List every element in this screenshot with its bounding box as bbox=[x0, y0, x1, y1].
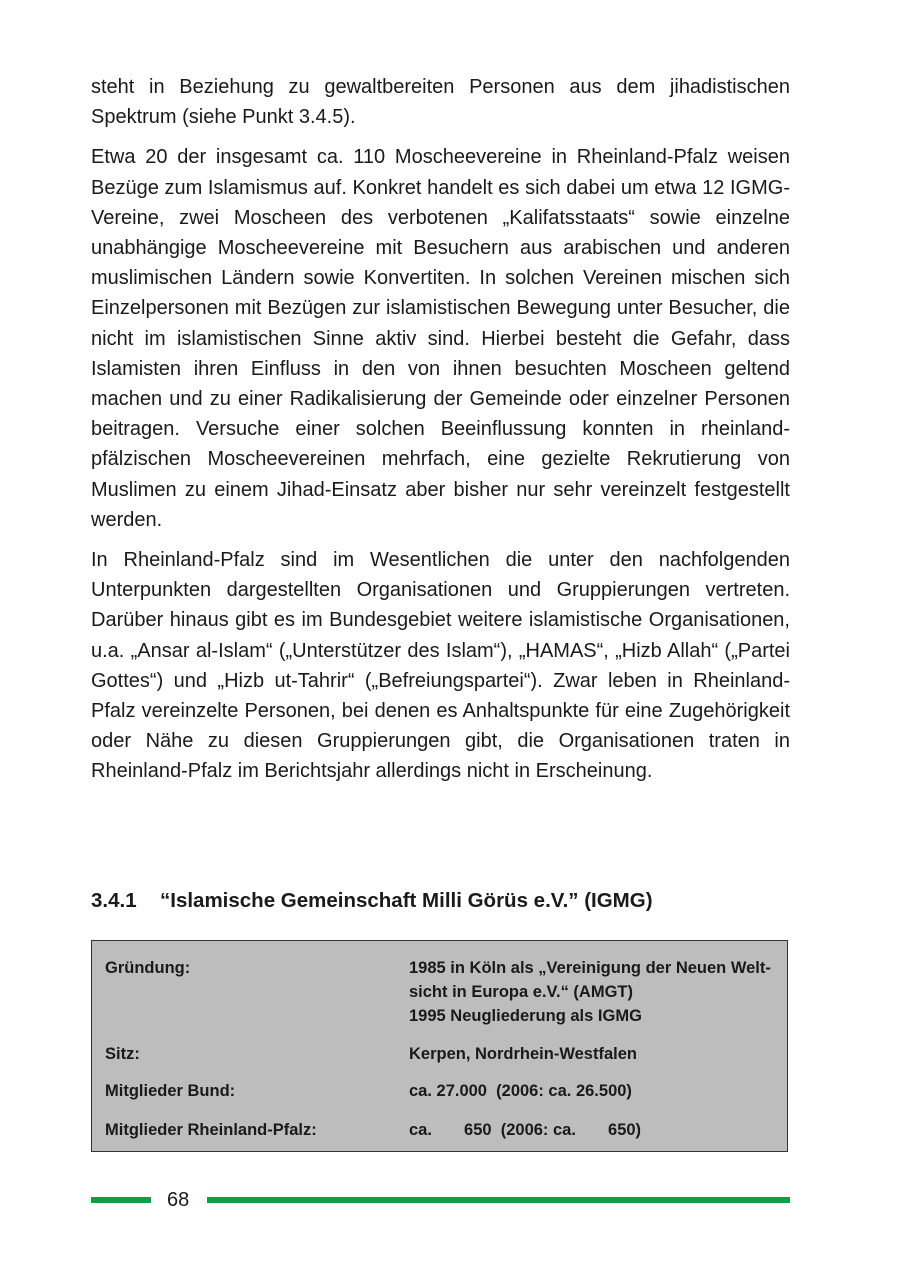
info-value-line: 1995 Neugliederung als IGMG bbox=[409, 1007, 642, 1025]
info-value: ca. 650 (2006: ca. 650) bbox=[409, 1121, 642, 1139]
paragraph-2: Etwa 20 der insgesamt ca. 110 Moscheevereine in Rheinland-Pfalz weisen Bezüge zum Islamismus auf. Konkret handelt es sich dabei um etwa 12 IGMG-Vereine, zwei Moscheen des verbotenen „Kalifatsstaats“ sowie einzelne unabhängige Moscheevereine mit Besuchern aus arabischen und anderen muslimischen Ländern sowie Konvertiten. In solchen Vereinen mischen sich Einzelpersonen mit Bezügen zur islamistischen Bewegung unter Besucher, die nicht im islamistischen Sinne aktiv sind. Hierbei besteht die Gefahr, dass Islamisten ihren Einfluss in den von ihnen besuchten Moscheen geltend machen und zu einer Radikalisierung der Gemeinde oder einzelner Personen beitragen. Versuche einer solchen Beeinflussung konnten in rheinland-pfälzischen Moscheevereinen mehrfach, eine gezielte Rekrutierung von Muslimen zu einem Jihad-Einsatz aber bisher nur sehr vereinzelt festgestellt werden. bbox=[91, 146, 790, 531]
page-footer bbox=[91, 1186, 790, 1214]
info-value: ca. 27.000 (2006: ca. 26.500) bbox=[409, 1082, 632, 1100]
info-label: Gründung: bbox=[105, 959, 191, 977]
footer-rule-left bbox=[91, 1197, 151, 1203]
page-number: 68 bbox=[167, 1189, 190, 1211]
info-value-line: 1985 in Köln als „Vereinigung der Neuen Welt- bbox=[409, 959, 771, 977]
organization-info-box bbox=[91, 940, 788, 1152]
paragraph-3: In Rheinland-Pfalz sind im Wesentlichen die unter den nachfolgenden Unterpunkten dargestellten Organisationen und Gruppierungen vertreten. Darüber hinaus gibt es im Bundesgebiet weitere islamistische Organisationen, u.a. „Ansar al-Islam“ („Unterstützer des Islam“), „HAMAS“, „Hizb Allah“ („Partei Gottes“) und „Hizb ut-Tahrir“ („Befreiungspartei“). Zwar leben in Rheinland-Pfalz vereinzelte Personen, bei denen es Anhaltspunkte für eine Zugehörigkeit oder Nähe zu diesen Gruppierungen gibt, die Organisationen traten in Rheinland-Pfalz im Berichtsjahr allerdings nicht in Erscheinung. bbox=[91, 549, 790, 783]
section-number: 3.4.1 bbox=[91, 889, 137, 912]
section-heading bbox=[91, 889, 790, 913]
paragraph-1: steht in Beziehung zu gewaltbereiten Personen aus dem jihadistischen Spektrum (siehe Punkt 3.4.5). bbox=[91, 76, 790, 129]
info-value bbox=[409, 956, 789, 1028]
info-label: Sitz: bbox=[105, 1045, 140, 1063]
info-value-line: sicht in Europa e.V.“ (AMGT) bbox=[409, 983, 633, 1001]
info-label: Mitglieder Rheinland-Pfalz: bbox=[105, 1121, 317, 1139]
body-text bbox=[91, 72, 790, 797]
footer-rule-right bbox=[207, 1197, 790, 1203]
section-title: “Islamische Gemeinschaft Milli Görüs e.V.” (IGMG) bbox=[160, 889, 653, 912]
info-value: Kerpen, Nordrhein-Westfalen bbox=[409, 1045, 637, 1063]
info-label: Mitglieder Bund: bbox=[105, 1082, 236, 1100]
